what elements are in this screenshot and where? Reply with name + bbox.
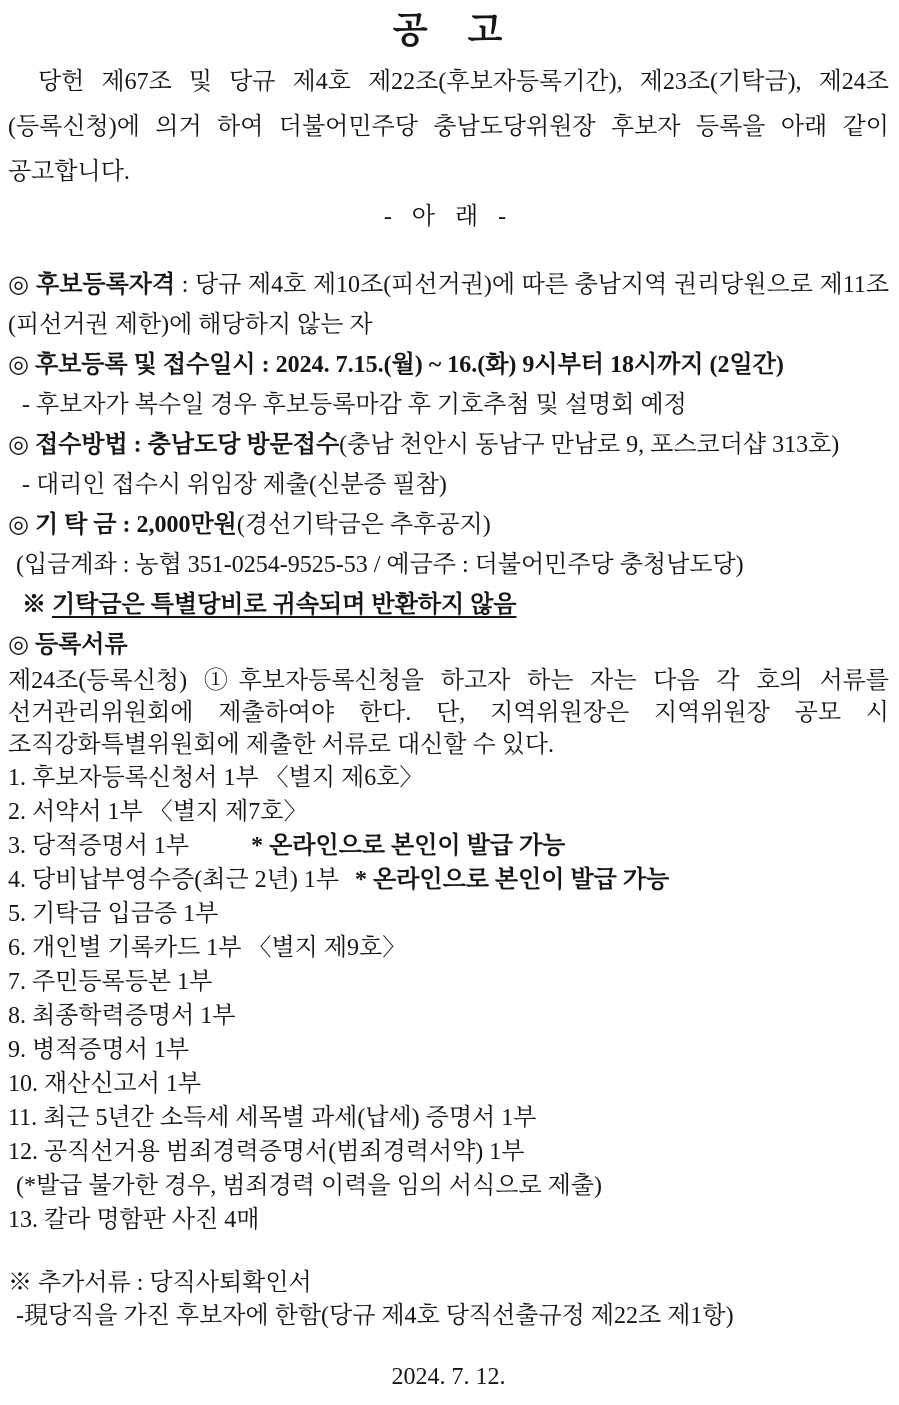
- deposit-label: ◎ 기 탁 금 : 2,000만원: [8, 512, 237, 538]
- method-label: ◎ 접수방법 : 충남도당 방문접수: [8, 432, 340, 458]
- document-item-8: 8. 최종학력증명서 1부: [8, 1003, 236, 1029]
- document-item-6: 6. 개인별 기록카드 1부 〈별지 제9호〉: [8, 935, 407, 961]
- method-body: (충남 천안시 동남구 만남로 9, 포스코더샵 313호): [339, 432, 840, 458]
- warning-mark: ※: [22, 592, 52, 618]
- deposit-warning: [8, 585, 889, 625]
- schedule-note: - 후보자가 복수일 경우 후보등록마감 후 기호추첨 및 설명회 예정: [22, 392, 687, 418]
- document-item-12-sub: (*발급 불가한 경우, 범죄경력 이력을 임의 서식으로 제출): [16, 1173, 603, 1199]
- additional-documents-note: -現당직을 가진 후보자에 한함(당규 제4호 당직선출규정 제22조 제1항): [16, 1303, 734, 1329]
- document-item-11: 11. 최근 5년간 소득세 세목별 과세(납세) 증명서 1부: [8, 1105, 537, 1131]
- method-note: - 대리인 접수시 위임장 제출(신분증 필참): [22, 472, 447, 498]
- intro-paragraph: 당헌 제67조 및 당규 제4호 제22조(후보자등록기간), 제23조(기탁금), 제24조(등록신청)에 의거 하여 더불어민주당 충남도당위원장 후보자 등록을 아래 같이 공고합니다.: [8, 69, 889, 185]
- document-item-4-note: * 온라인으로 본인이 발급 가능: [355, 867, 670, 893]
- document-item-5: 5. 기탁금 입금증 1부: [8, 901, 219, 927]
- document-item-7: 7. 주민등록등본 1부: [8, 969, 213, 995]
- additional-documents: ※ 추가서류 : 당직사퇴확인서: [8, 1270, 312, 1296]
- deposit-body: (경선기탁금은 추후공지): [236, 512, 491, 538]
- document-item-2: 2. 서약서 1부 〈별지 제7호〉: [8, 799, 308, 825]
- document-item-12: 12. 공직선거용 범죄경력증명서(범죄경력서약) 1부: [8, 1139, 525, 1165]
- section-method: [8, 425, 889, 465]
- section-schedule: ◎ 후보등록 및 접수일시 : 2024. 7.15.(월) ~ 16.(화) 9시부터 18시까지 (2일간): [8, 352, 784, 378]
- section-deposit: [8, 505, 889, 545]
- document-item-1: 1. 후보자등록신청서 1부 〈별지 제6호〉: [8, 765, 424, 791]
- documents-intro: 제24조(등록신청) ①후보자등록신청을 하고자 하는 자는 다음 각 호의 서류를 선거관리위원회에 제출하여야 한다. 단, 지역위원장은 지역위원장 공모 시 조직강화특별위원회에 제출한 서류로 대신할 수 있다.: [8, 668, 889, 758]
- documents-list: [8, 761, 889, 1237]
- document-item-4: [8, 863, 889, 897]
- eligibility-sep: :: [175, 272, 195, 298]
- section-eligibility: [8, 265, 889, 345]
- warning-text: 기탁금은 특별당비로 귀속되며 반환하지 않음: [52, 592, 517, 618]
- notice-date: 2024. 7. 12.: [391, 1364, 506, 1390]
- deposit-account: (입금계좌 : 농협 351-0254-9525-53 / 예금주 : 더불어민주당 충청남도당): [16, 552, 744, 578]
- document-item-10: 10. 재산신고서 1부: [8, 1071, 202, 1097]
- below-divider: - 아 래 -: [383, 204, 514, 230]
- document-item-3-text: 3. 당적증명서 1부: [8, 833, 190, 859]
- document-item-13: 13. 칼라 명함판 사진 4매: [8, 1207, 260, 1233]
- section-gap: [8, 1237, 889, 1267]
- document-item-9: 9. 병적증명서 1부: [8, 1037, 190, 1063]
- page-title: 공 고: [392, 10, 505, 50]
- document-item-3: [8, 829, 889, 863]
- document-item-3-note: * 온라인으로 본인이 발급 가능: [251, 833, 566, 859]
- documents-header: ◎ 등록서류: [8, 632, 128, 658]
- eligibility-label: ◎ 후보등록자격: [8, 272, 176, 298]
- document-item-4-text: 4. 당비납부영수증(최근 2년) 1부: [8, 867, 340, 893]
- eligibility-body: 당규 제4호 제10조(피선거권)에 따른 충남지역 권리당원으로 제11조(피선거권 제한)에 해당하지 않는 자: [8, 272, 890, 338]
